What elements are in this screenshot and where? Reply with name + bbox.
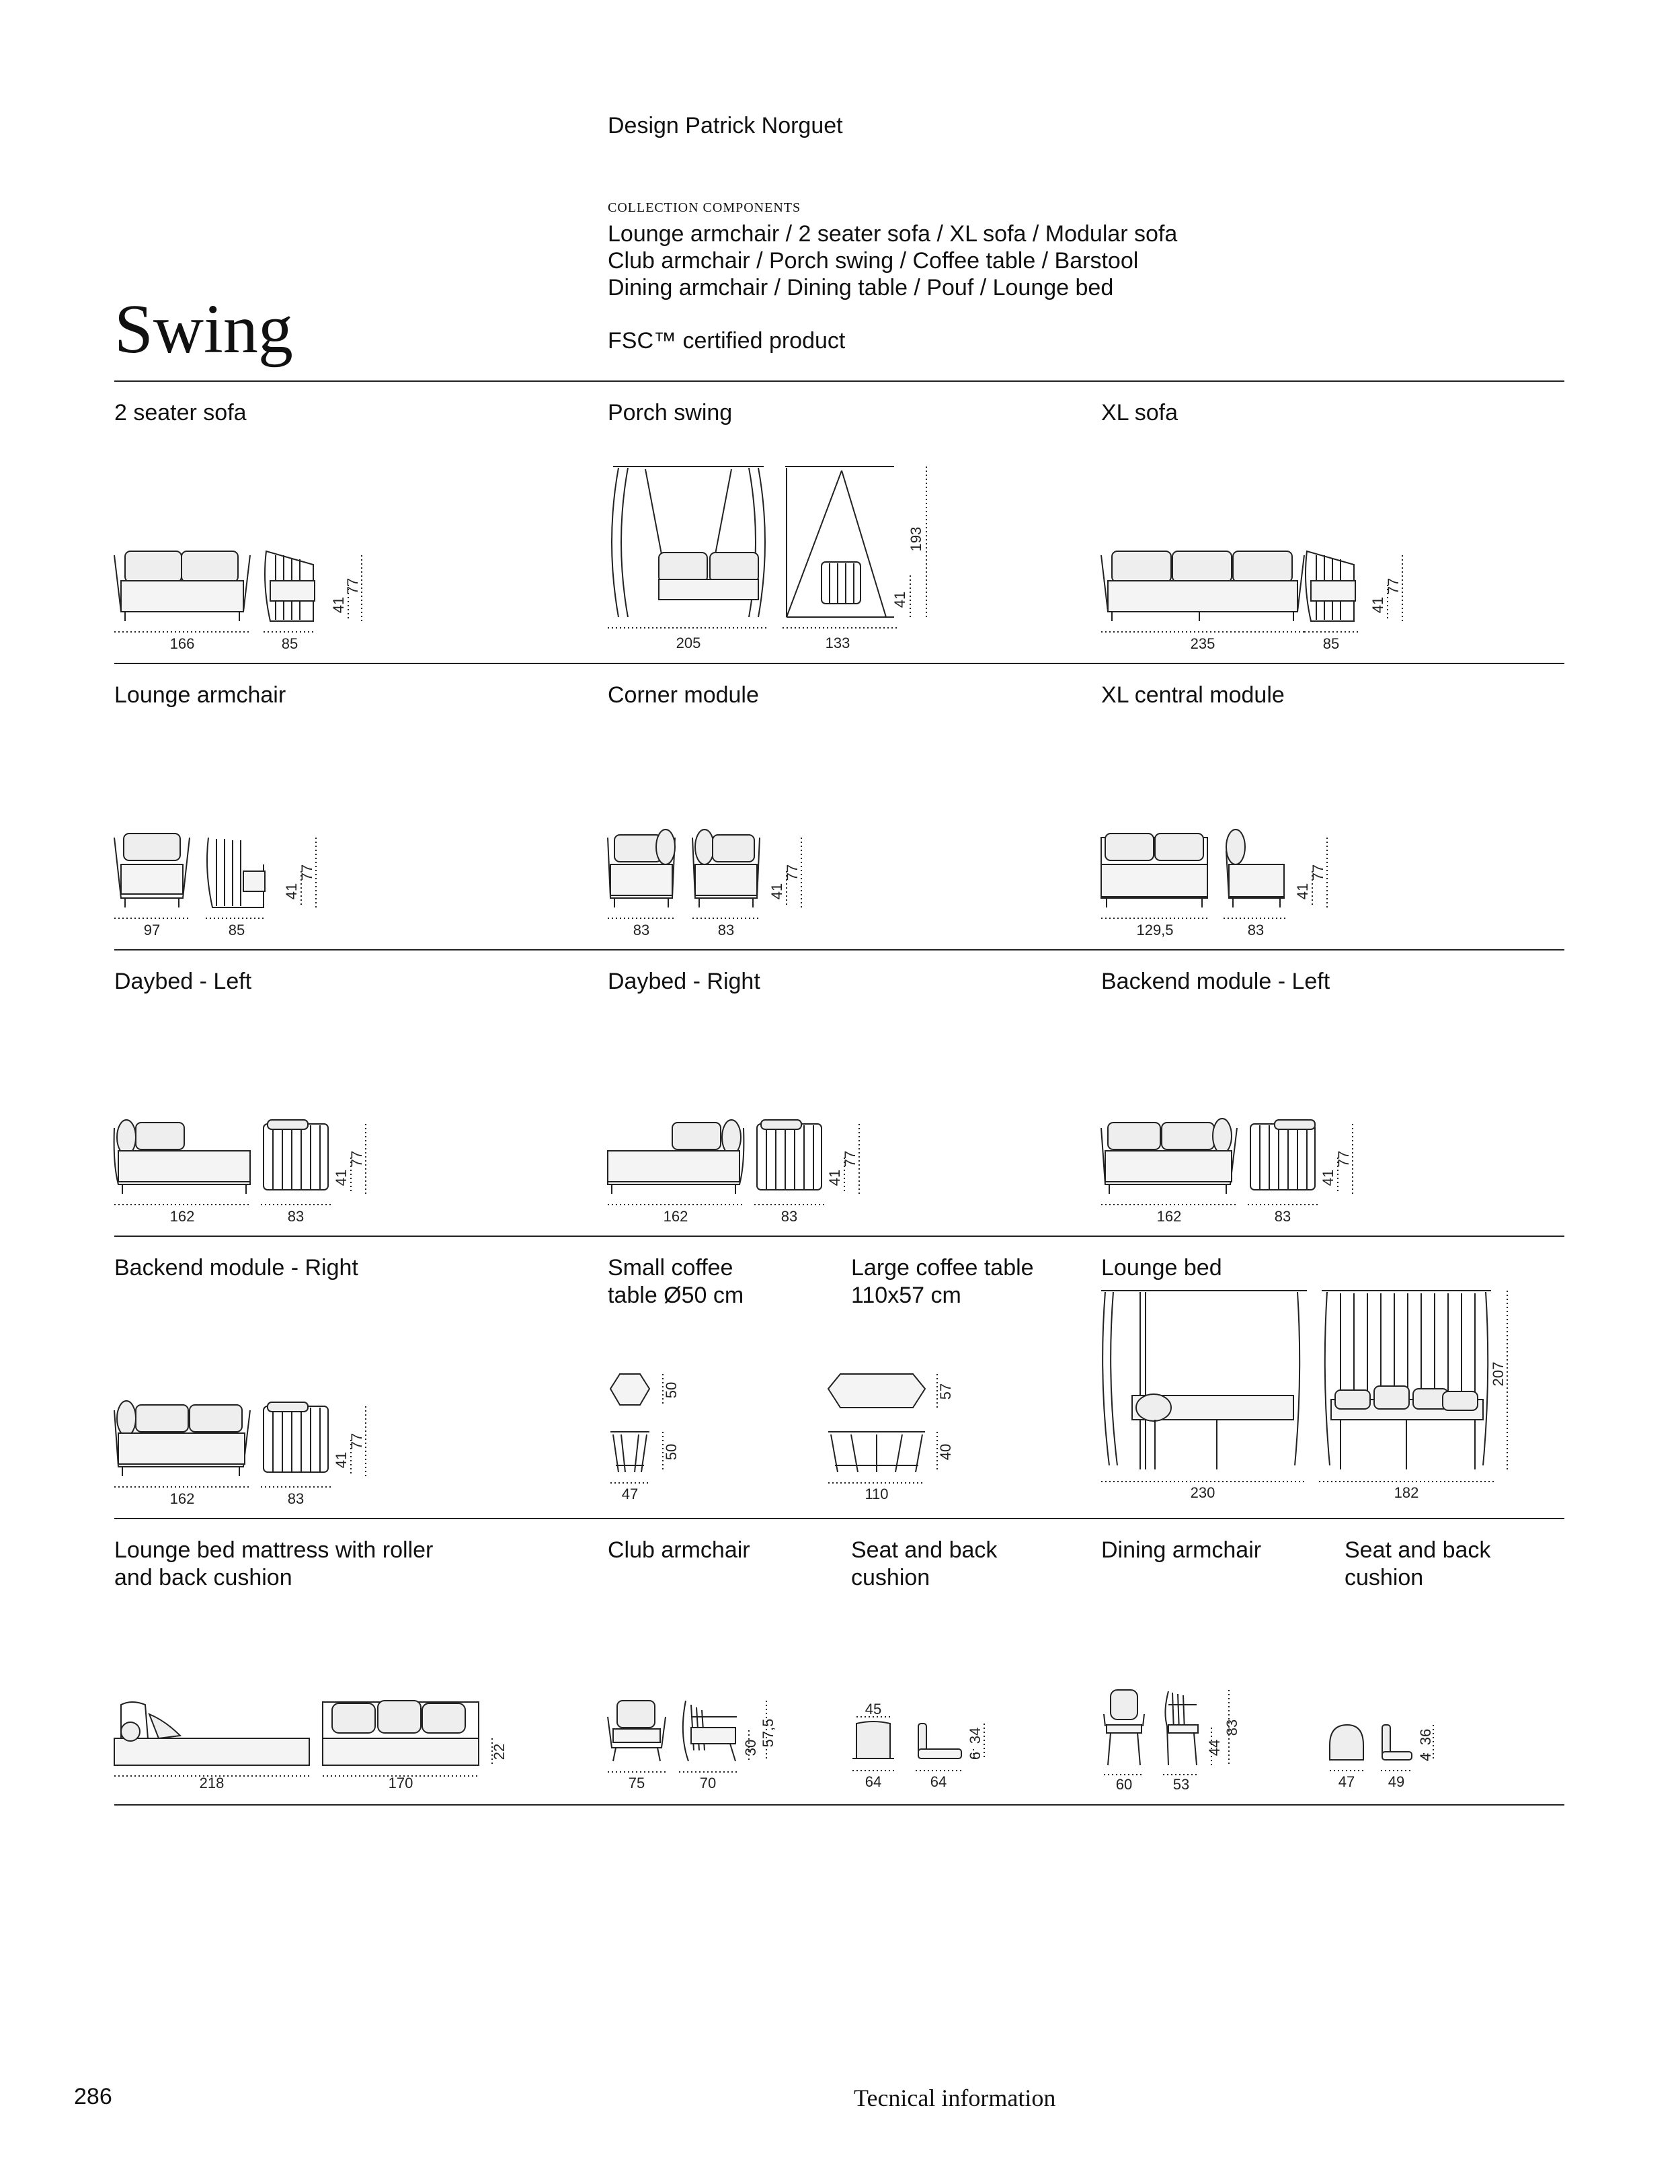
drawing-2-seater-sofa	[112, 538, 394, 655]
dim-label: 77	[348, 1432, 365, 1450]
dim-label: 85	[281, 635, 298, 652]
dim-label: 41	[1369, 596, 1386, 614]
divider	[114, 949, 1564, 951]
dim-label: 64	[865, 1773, 882, 1790]
dim-label: 41	[333, 1169, 350, 1186]
cell-title-lounge-bed: Lounge bed	[1101, 1255, 1222, 1281]
drawing-backend-module-right	[112, 1393, 394, 1510]
dim-label: 182	[1394, 1484, 1419, 1501]
drawing-xl-central-module	[1098, 824, 1367, 942]
cell-title-club-seat-back-cushion: Seat and back cushion	[851, 1537, 998, 1590]
cell-title-lounge-bed-mattress: Lounge bed mattress with roller and back cushion	[114, 1537, 434, 1590]
dim-label: 77	[1310, 864, 1326, 881]
dim-label: 170	[388, 1775, 413, 1791]
dim-label: 77	[842, 1150, 858, 1168]
dim-label: 230	[1190, 1484, 1215, 1501]
cell-title-club-armchair: Club armchair	[608, 1537, 750, 1563]
collection-line-2: Club armchair / Porch swing / Coffee table / Barstool	[608, 248, 1139, 274]
divider	[114, 1518, 1564, 1519]
dim-label: 162	[1156, 1208, 1182, 1225]
cell-title-small-coffee-table: Small coffee table Ø50 cm	[608, 1255, 744, 1308]
dim-label: 41	[891, 591, 908, 608]
fsc-note: FSC™ certified product	[608, 328, 846, 354]
dim-label: 77	[784, 864, 801, 881]
dim-label: 77	[1335, 1150, 1352, 1168]
dim-label: 162	[663, 1208, 688, 1225]
dim-label: 83	[717, 922, 735, 938]
dim-label: 75	[628, 1775, 645, 1791]
cell-title-2-seater-sofa: 2 seater sofa	[114, 400, 247, 426]
dim-label: 41	[826, 1169, 843, 1186]
dim-label: 77	[348, 1150, 365, 1168]
drawing-lounge-bed	[1098, 1284, 1529, 1509]
dim-label: 47	[621, 1486, 639, 1502]
drawing-lounge-bed-mattress	[112, 1694, 515, 1791]
dim-label: 77	[344, 577, 361, 595]
dim-label: 41	[768, 883, 785, 900]
drawing-club-armchair	[605, 1694, 793, 1791]
dim-label: 49	[1388, 1773, 1405, 1790]
cell-title-corner-module: Corner module	[608, 682, 759, 708]
drawing-daybed-right	[605, 1110, 887, 1228]
dim-label: 83	[633, 922, 650, 938]
collection-label: COLLECTION COMPONENTS	[608, 200, 801, 215]
dim-label: 218	[199, 1775, 225, 1791]
dim-label: 57,5	[760, 1718, 776, 1748]
dim-label: 235	[1190, 635, 1215, 652]
drawing-large-coffee-table	[824, 1365, 972, 1509]
dim-label: 41	[1294, 883, 1311, 900]
dim-label: 6	[967, 1751, 984, 1761]
dim-label: 64	[930, 1773, 947, 1790]
divider	[114, 1236, 1564, 1237]
dim-label: 83	[1274, 1208, 1291, 1225]
dim-label: 207	[1490, 1361, 1507, 1387]
cell-title-porch-swing: Porch swing	[608, 400, 733, 426]
dim-label: 36	[1417, 1728, 1434, 1746]
dim-label: 83	[287, 1208, 305, 1225]
drawing-corner-module	[605, 824, 847, 942]
collection-line-1: Lounge armchair / 2 seater sofa / XL sofa / Modular sofa	[608, 221, 1178, 247]
dim-label: 77	[298, 864, 315, 881]
dim-label: 162	[169, 1208, 195, 1225]
dim-label: 50	[663, 1381, 680, 1399]
cell-title-dining-armchair: Dining armchair	[1101, 1537, 1262, 1563]
dim-label: 4	[1417, 1752, 1434, 1762]
drawing-porch-swing	[605, 461, 955, 659]
drawing-backend-module-left	[1098, 1110, 1381, 1228]
dim-label: 41	[1320, 1169, 1336, 1186]
dim-label: 83	[1224, 1719, 1240, 1736]
cell-title-lounge-armchair: Lounge armchair	[114, 682, 286, 708]
cell-title-daybed-left: Daybed - Left	[114, 969, 252, 994]
dim-label: 83	[781, 1208, 798, 1225]
dim-label: 45	[865, 1701, 882, 1717]
dim-label: 133	[825, 635, 850, 651]
dim-label: 83	[1247, 922, 1265, 938]
drawing-club-cushions	[840, 1694, 1015, 1791]
designer-credit: Design Patrick Norguet	[608, 113, 843, 138]
dim-label: 162	[169, 1490, 195, 1507]
cell-title-dining-seat-back-cushion: Seat and back cushion	[1345, 1537, 1491, 1590]
dim-label: 47	[1338, 1773, 1355, 1790]
cell-title-daybed-right: Daybed - Right	[608, 969, 760, 994]
dim-label: 83	[287, 1490, 305, 1507]
cell-title-large-coffee-table: Large coffee table 110x57 cm	[851, 1255, 1034, 1308]
drawing-dining-armchair	[1098, 1685, 1273, 1795]
dim-label: 34	[967, 1727, 984, 1744]
footer-section-title: Tecnical information	[854, 2085, 1056, 2111]
dim-label: 30	[742, 1739, 759, 1756]
drawing-xl-sofa	[1098, 538, 1448, 655]
dim-label: 85	[1322, 635, 1340, 652]
dim-label: 41	[333, 1451, 350, 1469]
dim-label: 110	[865, 1486, 889, 1502]
dim-label: 85	[228, 922, 245, 938]
dim-label: 77	[1385, 577, 1402, 595]
dim-label: 97	[143, 922, 161, 938]
dim-label: 41	[283, 883, 300, 900]
dim-label: 129,5	[1136, 922, 1174, 938]
divider	[114, 1804, 1564, 1806]
drawing-daybed-left	[112, 1110, 394, 1228]
dim-label: 44	[1206, 1739, 1223, 1756]
dim-label: 57	[937, 1383, 954, 1400]
divider	[114, 663, 1564, 664]
drawing-lounge-armchair	[112, 824, 354, 942]
dim-label: 41	[330, 596, 347, 614]
dim-label: 22	[491, 1743, 508, 1761]
cell-title-backend-module-right: Backend module - Right	[114, 1255, 358, 1281]
divider	[114, 380, 1564, 382]
dim-label: 166	[169, 635, 195, 652]
page-title: Swing	[114, 290, 293, 368]
collection-line-3: Dining armchair / Dining table / Pouf / Lounge bed	[608, 275, 1114, 300]
cell-title-backend-module-left: Backend module - Left	[1101, 969, 1330, 994]
dim-label: 205	[676, 635, 701, 651]
dim-label: 40	[937, 1443, 954, 1461]
drawing-small-coffee-table	[605, 1365, 699, 1509]
dim-label: 60	[1115, 1776, 1133, 1793]
dim-label: 53	[1172, 1776, 1190, 1793]
dim-label: 50	[663, 1443, 680, 1461]
dim-label: 193	[908, 526, 924, 552]
dim-label: 70	[699, 1775, 717, 1791]
page-number: 286	[74, 2084, 112, 2109]
cell-title-xl-sofa: XL sofa	[1101, 400, 1178, 426]
drawing-dining-cushions	[1324, 1707, 1459, 1791]
cell-title-xl-central-module: XL central module	[1101, 682, 1285, 708]
